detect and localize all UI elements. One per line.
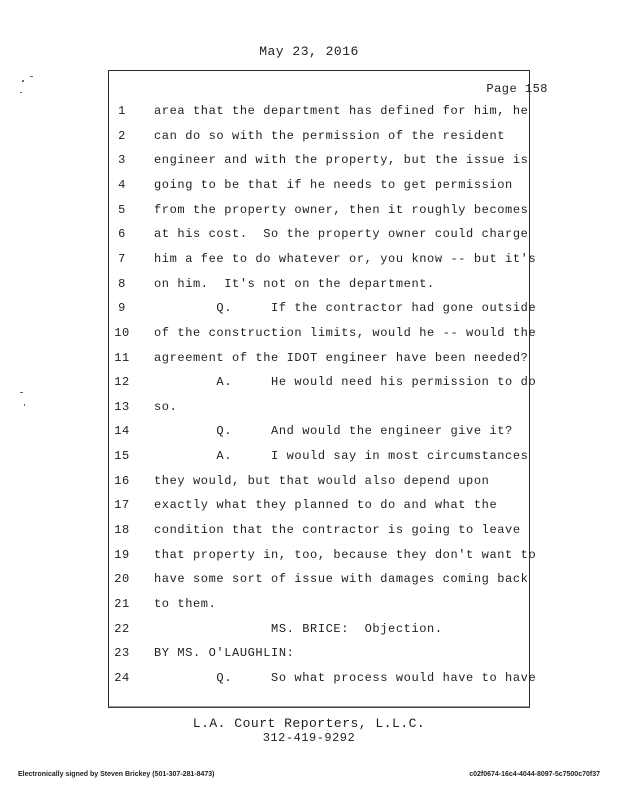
line-number: 20 bbox=[114, 572, 130, 587]
court-reporter-phone: 312-419-9292 bbox=[262, 731, 356, 745]
line-text: at his cost. So the property owner could charge bbox=[154, 227, 529, 242]
line-text: from the property owner, then it roughly becomes bbox=[154, 202, 529, 217]
transcript-line bbox=[108, 523, 530, 543]
line-number: 10 bbox=[114, 325, 130, 340]
transcript-line bbox=[108, 449, 530, 469]
line-text: Q. So what process would have to have bbox=[154, 670, 537, 685]
transcript-line bbox=[108, 203, 530, 223]
line-number: 16 bbox=[114, 473, 130, 488]
line-number: 8 bbox=[118, 276, 126, 291]
line-text: of the construction limits, would he -- would the bbox=[154, 325, 537, 340]
line-text: Q. And would the engineer give it? bbox=[154, 424, 513, 439]
line-text: so. bbox=[154, 399, 178, 414]
line-number: 21 bbox=[114, 597, 130, 611]
line-text: him a fee to do whatever or, you know -- but it's bbox=[154, 251, 537, 266]
line-text: that property in, too, because they don't want to bbox=[154, 547, 537, 562]
line-text: BY MS. O'LAUGHLIN: bbox=[154, 646, 295, 661]
line-number: 14 bbox=[114, 424, 130, 439]
line-number: 19 bbox=[114, 547, 130, 562]
line-text: to them. bbox=[154, 597, 217, 611]
line-text: they would, but that would also depend upon bbox=[154, 473, 490, 488]
line-number: 5 bbox=[118, 202, 126, 217]
frame-bottom-shadow bbox=[108, 706, 530, 708]
transcript-line bbox=[108, 424, 530, 444]
line-number: 4 bbox=[118, 177, 126, 192]
line-number: 2 bbox=[118, 128, 126, 143]
transcript-line bbox=[108, 670, 537, 691]
line-number: 22 bbox=[114, 621, 130, 636]
line-number: 7 bbox=[118, 251, 126, 266]
line-number: 1 bbox=[118, 104, 126, 118]
transcript-line bbox=[108, 646, 530, 666]
transcript-line bbox=[108, 129, 530, 149]
transcript-line bbox=[108, 498, 530, 518]
document-id: c02f0674-16c4-4044-8097-5c7500c70f37 bbox=[469, 771, 600, 778]
transcript-line bbox=[108, 153, 530, 173]
transcript-line bbox=[108, 277, 530, 297]
line-text: have some sort of issue with damages coming back bbox=[154, 572, 529, 587]
court-reporter-name: L.A. Court Reporters, L.L.C. bbox=[192, 716, 426, 731]
transcript-line bbox=[108, 400, 530, 420]
line-text: exactly what they planned to do and what the bbox=[154, 498, 498, 513]
line-number: 12 bbox=[114, 375, 130, 390]
transcript-line bbox=[108, 547, 537, 568]
line-text: A. He would need his permission to do bbox=[154, 375, 537, 390]
line-number: 17 bbox=[114, 498, 130, 513]
line-text: agreement of the IDOT engineer have been needed? bbox=[154, 350, 529, 365]
transcript-line bbox=[108, 375, 537, 395]
transcript-line bbox=[108, 227, 530, 247]
line-text: engineer and with the property, but the issue is bbox=[154, 153, 529, 168]
scan-speck bbox=[24, 404, 25, 406]
transcript-line bbox=[108, 474, 530, 494]
line-number: 11 bbox=[114, 350, 130, 365]
line-number: 9 bbox=[118, 301, 126, 316]
scan-speck bbox=[22, 80, 24, 82]
line-text: going to be that if he needs to get permission bbox=[154, 177, 513, 192]
electronic-signature: Electronically signed by Steven Brickey (501-307-281-8473) bbox=[18, 771, 215, 778]
transcript-line bbox=[108, 597, 530, 617]
line-number: 15 bbox=[114, 449, 130, 464]
scan-speck bbox=[20, 92, 22, 93]
scan-speck bbox=[20, 392, 23, 393]
page-number: Page 158 bbox=[486, 82, 548, 96]
line-text: area that the department has defined for him, he bbox=[154, 104, 529, 118]
line-text: Q. If the contractor had gone outside bbox=[154, 301, 537, 316]
line-number: 18 bbox=[114, 523, 130, 537]
line-text: can do so with the permission of the resident bbox=[154, 128, 506, 143]
line-number: 24 bbox=[114, 670, 130, 685]
transcript-line bbox=[108, 104, 530, 124]
line-number: 6 bbox=[118, 227, 126, 242]
transcript-line bbox=[108, 622, 530, 642]
transcript-line bbox=[108, 351, 530, 371]
transcript-line bbox=[108, 301, 537, 321]
line-text: A. I would say in most circumstances bbox=[154, 449, 529, 464]
header-date: May 23, 2016 bbox=[259, 44, 359, 59]
transcript-line bbox=[108, 251, 537, 272]
scan-speck bbox=[30, 76, 33, 77]
transcript-line bbox=[108, 572, 530, 592]
transcript-line bbox=[108, 325, 537, 346]
transcript-line bbox=[108, 178, 530, 198]
line-text: on him. It's not on the department. bbox=[154, 276, 435, 291]
line-text: MS. BRICE: Objection. bbox=[154, 621, 443, 636]
line-number: 3 bbox=[118, 153, 126, 168]
line-number: 23 bbox=[114, 646, 130, 661]
line-text: condition that the contractor is going to leave bbox=[154, 523, 521, 537]
line-number: 13 bbox=[114, 399, 130, 414]
